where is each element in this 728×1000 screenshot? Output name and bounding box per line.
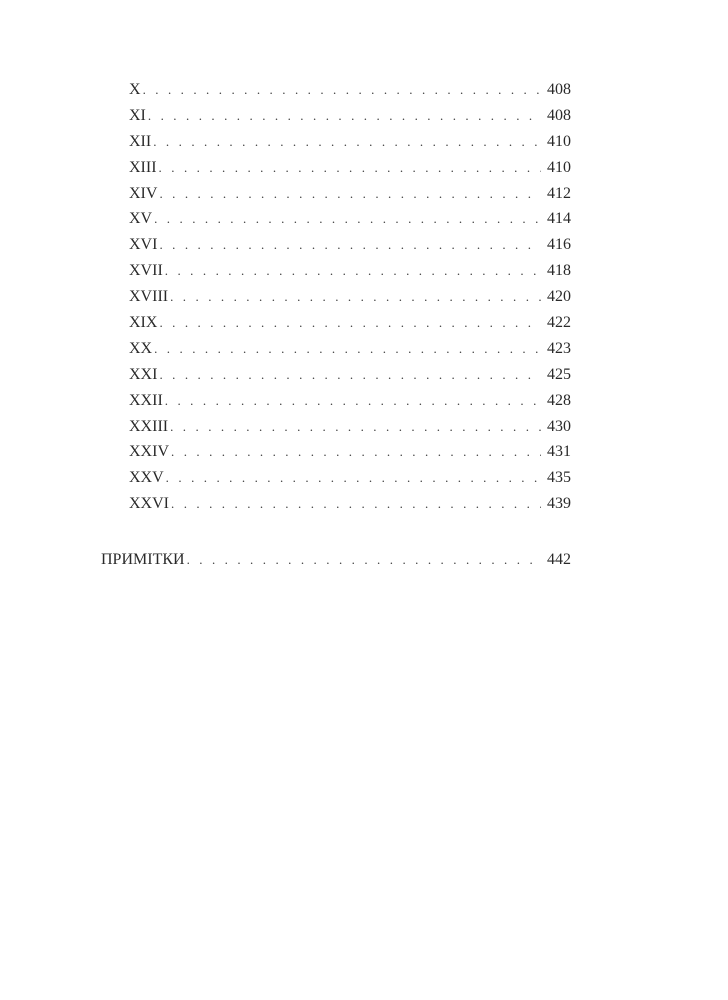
dot-leader — [170, 284, 541, 310]
toc-entry-page: 412 — [547, 184, 571, 202]
toc-entry-page: 422 — [547, 314, 571, 332]
dot-leader — [148, 103, 541, 129]
dot-leader — [165, 258, 541, 284]
toc-entry-label: XIII — [129, 158, 157, 176]
toc-entry — [129, 414, 571, 440]
dot-leader — [171, 491, 541, 517]
toc-entry-page: 418 — [547, 262, 571, 280]
toc-entry-label: XI — [129, 106, 146, 124]
toc-entry-label: XX — [129, 339, 153, 357]
toc-entry — [129, 284, 571, 310]
dot-leader — [143, 77, 541, 103]
toc-entry — [129, 129, 571, 155]
toc-entry — [129, 465, 571, 491]
toc-entry — [129, 155, 571, 181]
toc-entry-page: 431 — [547, 443, 571, 461]
toc-entry — [129, 181, 571, 207]
toc-entry-label: XVIII — [129, 288, 169, 306]
toc-entry-notes — [101, 547, 571, 573]
toc-entry-label: XXV — [129, 469, 164, 487]
toc-entry-label: X — [129, 81, 141, 98]
toc-entry-label: XIX — [129, 314, 158, 332]
toc-entry-page: 442 — [547, 551, 571, 568]
toc-entry — [129, 362, 571, 388]
toc-entry-page: 414 — [547, 210, 571, 228]
dot-leader — [159, 232, 541, 258]
toc-entry-label: XVI — [129, 236, 158, 254]
toc-entry-page: 408 — [547, 81, 571, 98]
toc-entry-page: 428 — [547, 391, 571, 409]
toc-entry — [129, 336, 571, 362]
toc-entry-label: XV — [129, 210, 153, 228]
chapter-list — [129, 77, 571, 517]
toc-entry-page: 410 — [547, 158, 571, 176]
toc-entry — [129, 206, 571, 232]
toc-entry-label: XXIII — [129, 417, 169, 435]
toc-entry-page: 420 — [547, 288, 571, 306]
dot-leader — [159, 310, 541, 336]
toc-entry-label: XIV — [129, 184, 158, 202]
toc-entry-page: 410 — [547, 132, 571, 150]
dot-leader — [154, 206, 541, 232]
toc-entry-label: XII — [129, 132, 152, 150]
toc-entry-page: 435 — [547, 469, 571, 487]
dot-leader — [166, 465, 541, 491]
toc-entry-page: 425 — [547, 365, 571, 383]
dot-leader — [171, 439, 541, 465]
dot-leader — [153, 129, 541, 155]
toc-entry-label: XXVI — [129, 495, 169, 513]
toc-entry — [129, 439, 571, 465]
dot-leader — [165, 388, 541, 414]
toc-entry-label: XXIV — [129, 443, 169, 461]
toc-entry — [129, 258, 571, 284]
toc-entry — [129, 232, 571, 258]
toc-entry-page: 416 — [547, 236, 571, 254]
dot-leader — [159, 181, 541, 207]
dot-leader — [159, 362, 541, 388]
toc-entry — [129, 103, 571, 129]
toc-entry — [129, 77, 571, 103]
toc-entry-label: ПРИМІТКИ — [101, 551, 185, 568]
toc-entry-page: 439 — [547, 495, 571, 513]
toc-entry-page: 423 — [547, 339, 571, 357]
dot-leader — [170, 414, 541, 440]
dot-leader — [159, 155, 541, 181]
toc-entry-page: 430 — [547, 417, 571, 435]
toc-entry — [129, 491, 571, 517]
dot-leader — [187, 547, 541, 573]
toc-entry-label: XXII — [129, 391, 163, 409]
toc-entry-label: XXI — [129, 365, 158, 383]
toc-entry-label: XVII — [129, 262, 163, 280]
toc-entry — [129, 388, 571, 414]
toc-entry — [129, 310, 571, 336]
dot-leader — [154, 336, 541, 362]
toc-entry-page: 408 — [547, 106, 571, 124]
